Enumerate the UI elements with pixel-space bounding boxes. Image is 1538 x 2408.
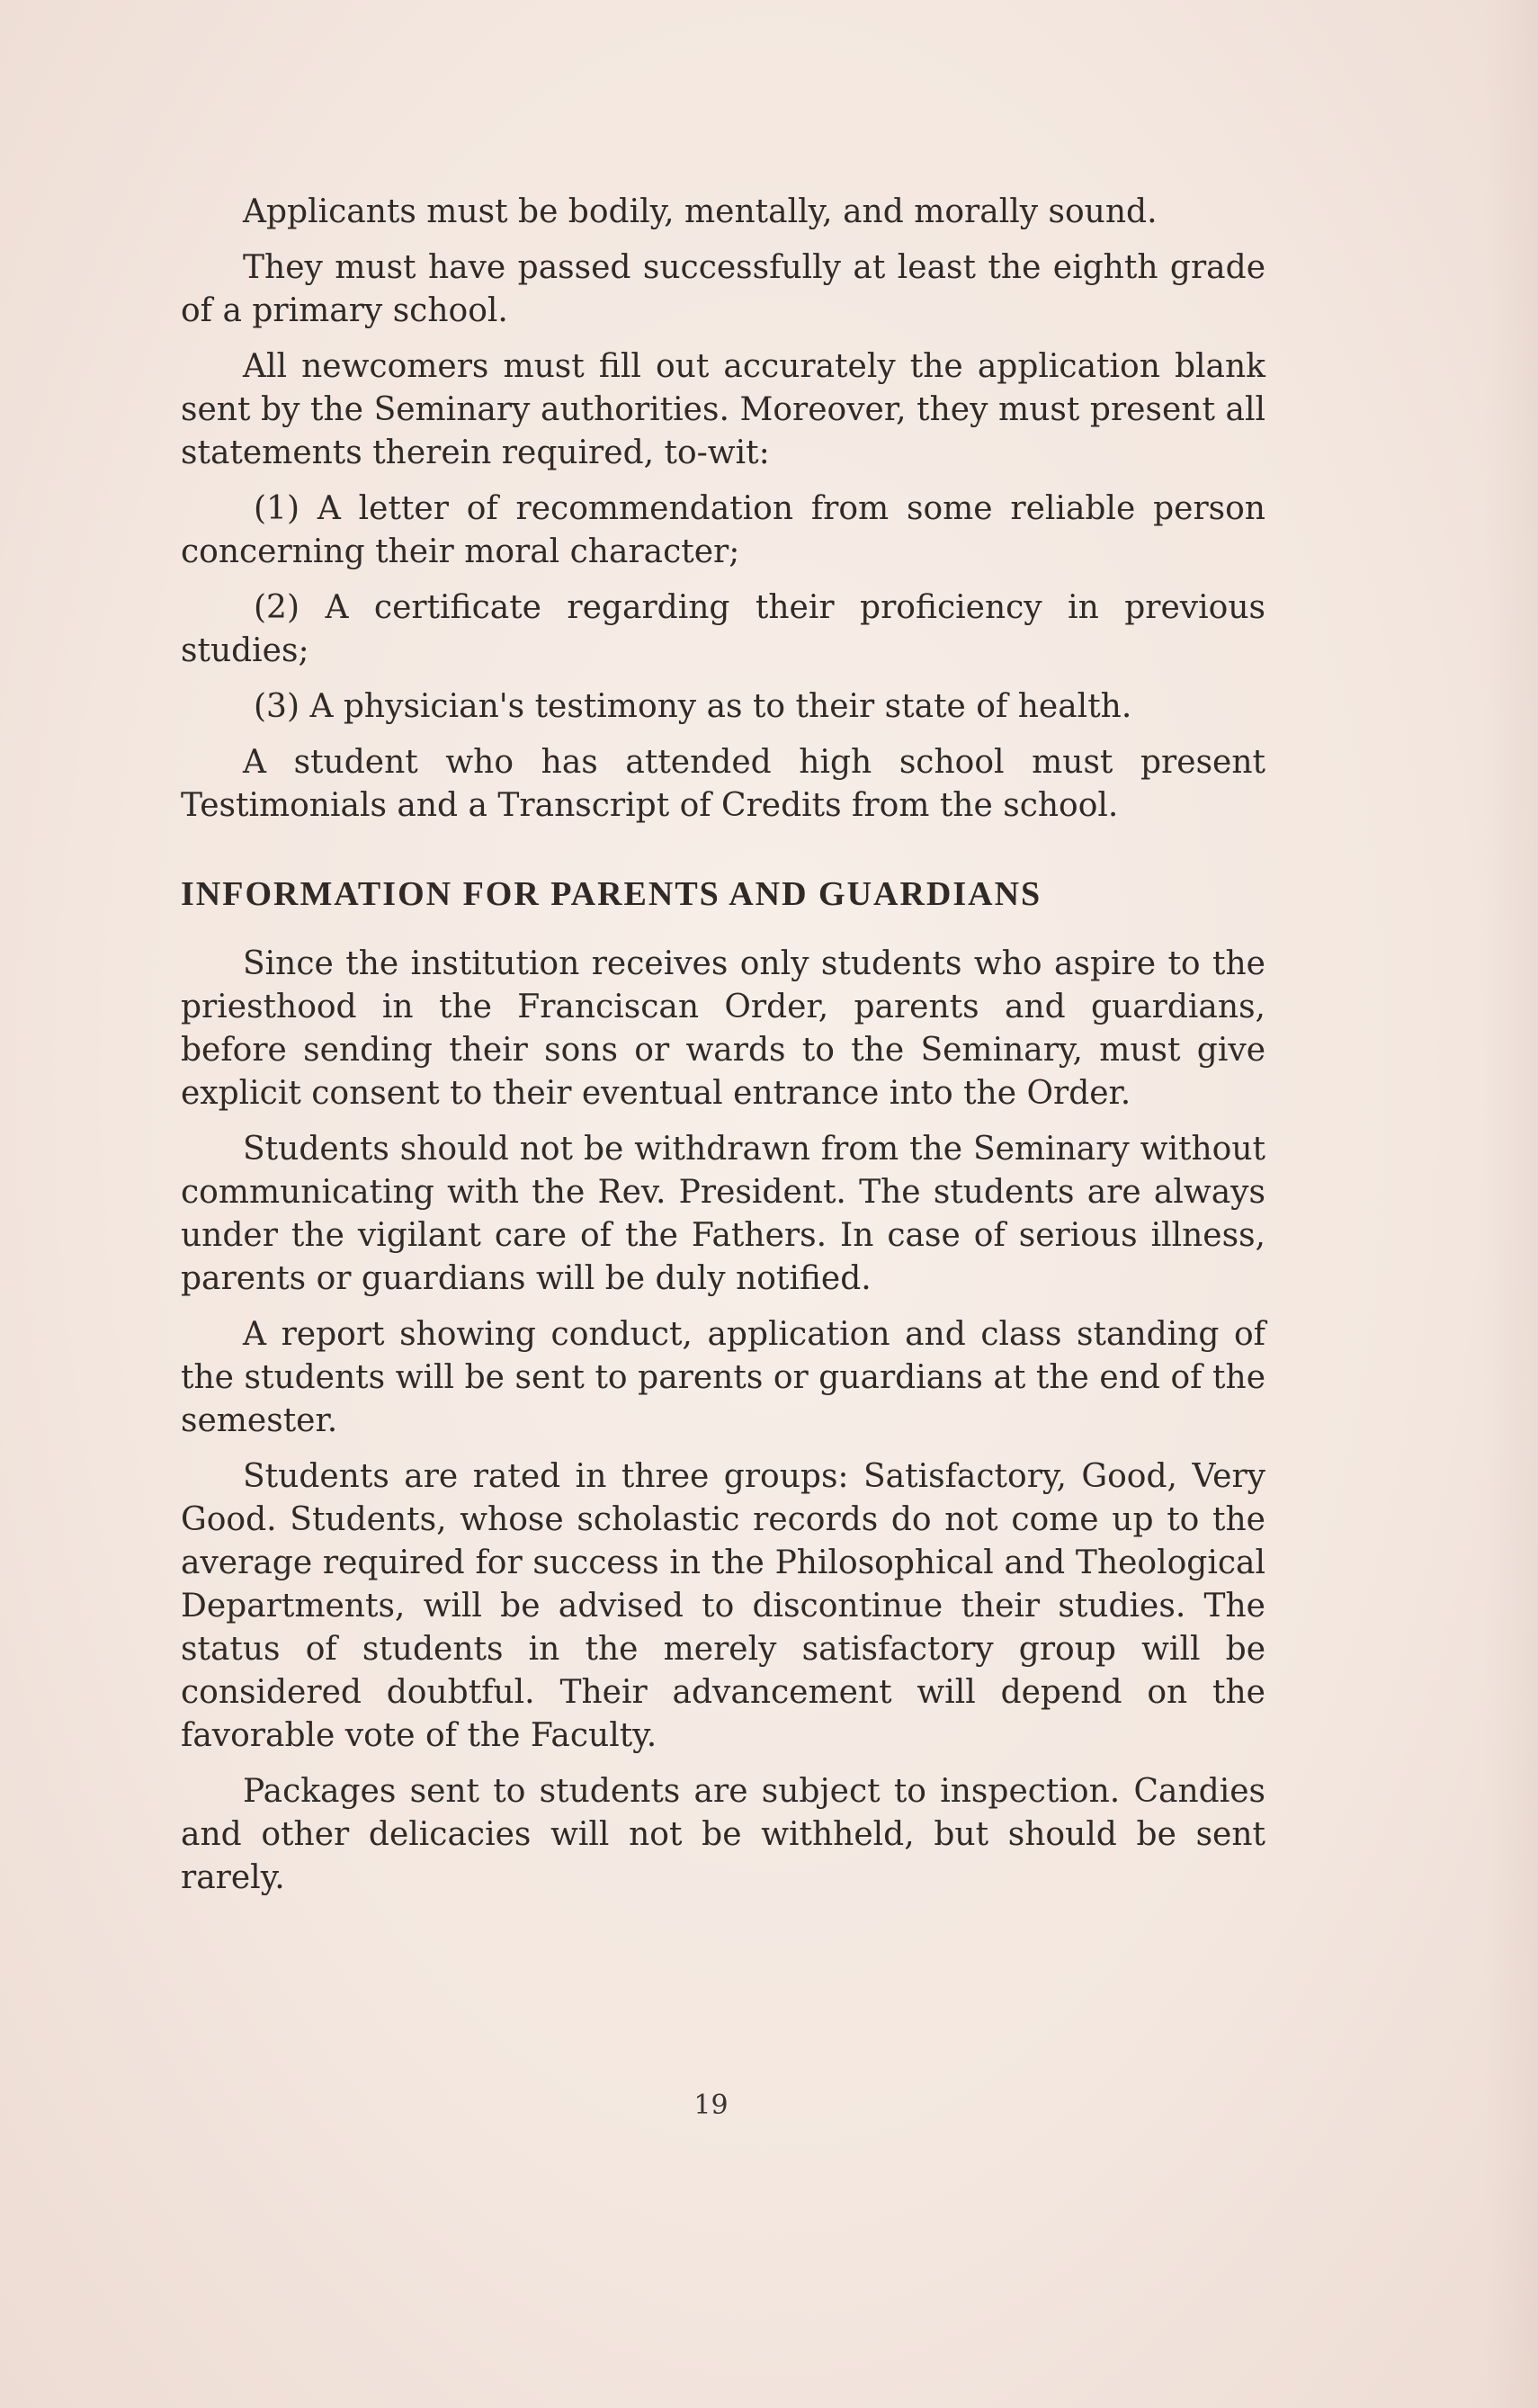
paragraph-consent: Since the institution receives only students who aspire to the priesthood in the Franciscan Order, parents and guardians, before sending their sons or wards to the Seminary, must give explicit consent to their eventual entrance into the Order.	[181, 945, 1265, 1112]
body-text	[181, 191, 1265, 1912]
paragraph-packages: Packages sent to students are subject to inspection. Candies and other delicacies will not be withheld, but should be sent rarely.	[181, 1773, 1265, 1896]
paragraph-admission-health: Applicants must be bodily, mentally, and morally sound.	[243, 193, 1158, 230]
list-item-recommendation: (1) A letter of recommendation from some reliable person concerning their moral character;	[181, 490, 1265, 570]
paragraph-high-school: A student who has attended high school must present Testimonials and a Transcript of Credits from the school.	[181, 744, 1265, 824]
paragraph-report: A report showing conduct, application and class standing of the students will be sent to parents or guardians at the end of the semester.	[181, 1316, 1265, 1439]
paragraph-withdrawal: Students should not be withdrawn from the Seminary without communicating with the Rev. President. The students are always under the vigilant care of the Fathers. In case of serious illness, parents or guardians will be duly notified.	[181, 1131, 1265, 1297]
paragraph-rating: Students are rated in three groups: Satisfactory, Good, Very Good. Students, whose scholastic records do not come up to the average required for success in the Philosophical and Theological Departments, will be advised to discontinue their studies. The status of students in the merely satisfactory group will be considered doubtful. Their advancement will depend on the favorable vote of the Faculty.	[181, 1458, 1265, 1754]
section-heading: INFORMATION FOR PARENTS AND GUARDIANS	[181, 875, 1042, 913]
list-item-physician: (3) A physician's testimony as to their state of health.	[254, 688, 1132, 725]
list-item-certificate: (2) A certificate regarding their proficiency in previous studies;	[181, 589, 1265, 669]
page-number: 19	[693, 2090, 729, 2121]
paragraph-admission-grade: They must have passed successfully at least the eighth grade of a primary school.	[181, 249, 1265, 329]
paragraph-application-blank: All newcomers must fill out accurately the application blank sent by the Seminary authorities. Moreover, they must present all statements therein required, to-wit:	[181, 348, 1265, 471]
